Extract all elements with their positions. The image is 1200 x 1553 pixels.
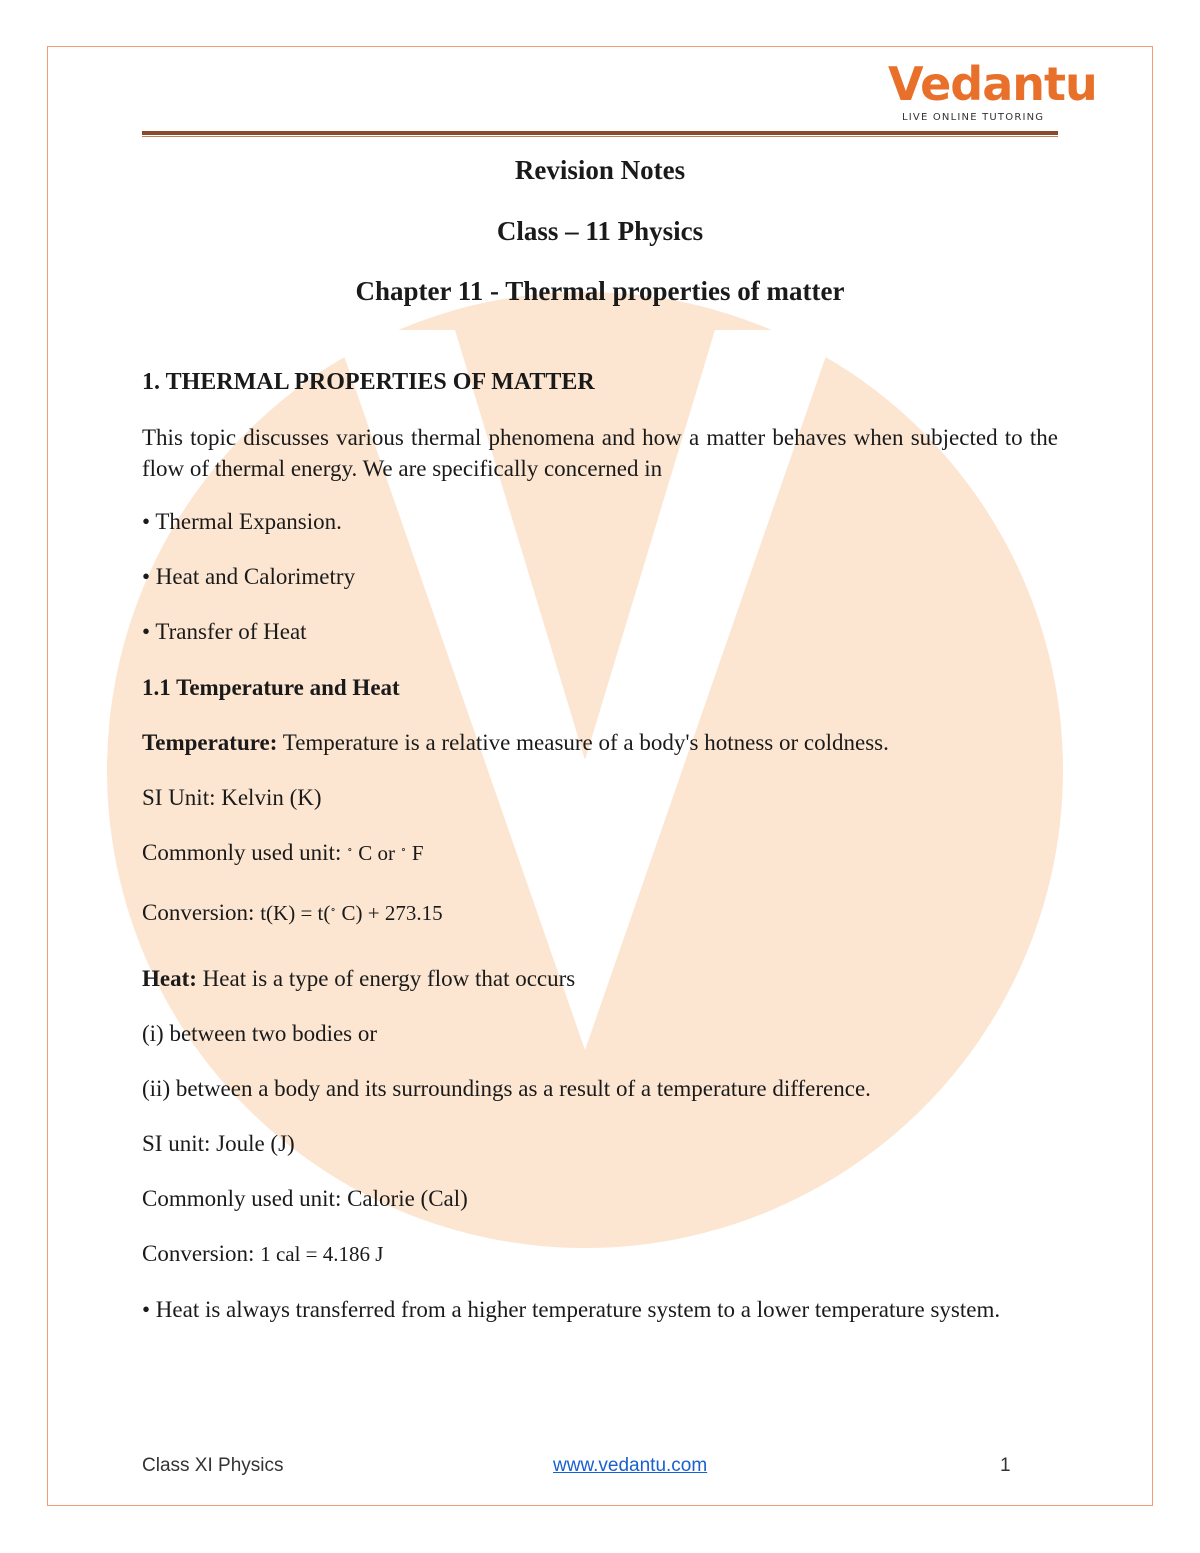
temperature-conversion bbox=[142, 897, 1058, 929]
footer-left: Class XI Physics bbox=[142, 1455, 284, 1476]
page-title: Revision Notes bbox=[514, 155, 686, 185]
header-rule bbox=[142, 131, 1058, 135]
common-unit-label: Commonly used unit: bbox=[142, 840, 348, 865]
temperature-common-unit bbox=[142, 837, 1058, 869]
temperature-definition bbox=[142, 727, 1058, 758]
celsius-unit: C or bbox=[358, 841, 395, 865]
header-rule-thin bbox=[142, 136, 1058, 137]
temperature-text: Temperature is a relative measure of a body's hotness or coldness. bbox=[277, 730, 889, 755]
heat-label: Heat: bbox=[142, 966, 197, 991]
footer-link-wrap bbox=[553, 1455, 707, 1477]
heat-definition bbox=[142, 963, 1058, 994]
heat-case-i: (i) between two bodies or bbox=[142, 1021, 378, 1046]
page-subtitle: Class – 11 Physics bbox=[496, 216, 704, 246]
conversion-label: Conversion: bbox=[142, 900, 261, 925]
heat-conversion bbox=[142, 1238, 1058, 1270]
fahrenheit-unit: F bbox=[411, 841, 424, 865]
document-body bbox=[142, 150, 1058, 1325]
degree-symbol: ∘ bbox=[400, 844, 407, 856]
heat-si-unit: SI unit: Joule (J) bbox=[142, 1131, 295, 1156]
conversion-formula-left: t(K) = t( bbox=[260, 901, 331, 925]
heat-case-ii: (ii) between a body and its surroundings as a result of a temperature difference. bbox=[142, 1076, 871, 1101]
temperature-si-unit: SI Unit: Kelvin (K) bbox=[142, 785, 322, 810]
bullet-item: • Thermal Expansion. bbox=[142, 509, 342, 534]
subsection-heading: 1.1 Temperature and Heat bbox=[142, 675, 400, 700]
degree-symbol: ∘ bbox=[347, 844, 353, 856]
bullet-item: • Heat and Calorimetry bbox=[142, 564, 356, 589]
bullet-item: • Transfer of Heat bbox=[142, 619, 307, 644]
chapter-title: Chapter 11 - Thermal properties of matter bbox=[355, 276, 845, 306]
heat-bullet: • Heat is always transferred from a higher temperature system to a lower temperature system. bbox=[142, 1297, 1001, 1322]
section-heading: 1. THERMAL PROPERTIES OF MATTER bbox=[142, 369, 595, 395]
conversion-formula: 1 cal = 4.186 J bbox=[260, 1242, 384, 1266]
heat-common-unit: Commonly used unit: Calorie (Cal) bbox=[142, 1186, 468, 1211]
conversion-label: Conversion: bbox=[142, 1241, 261, 1266]
logo-tagline: LIVE ONLINE TUTORING bbox=[902, 112, 1045, 123]
degree-symbol: ∘ bbox=[330, 904, 336, 916]
vedantu-logo bbox=[888, 57, 1097, 128]
heat-text: Heat is a type of energy flow that occurs bbox=[196, 966, 576, 991]
page-number: 1 bbox=[1000, 1455, 1011, 1476]
intro-paragraph: This topic discusses various thermal phenomena and how a matter behaves when subjected to the flow of thermal energy. We are specifically concerned in bbox=[142, 425, 1058, 481]
conversion-formula-right: C) + 273.15 bbox=[341, 901, 443, 925]
temperature-label: Temperature: bbox=[142, 730, 278, 755]
logo-wordmark: Vedantu bbox=[888, 57, 1097, 111]
footer-website-link[interactable]: www.vedantu.com bbox=[553, 1455, 708, 1476]
